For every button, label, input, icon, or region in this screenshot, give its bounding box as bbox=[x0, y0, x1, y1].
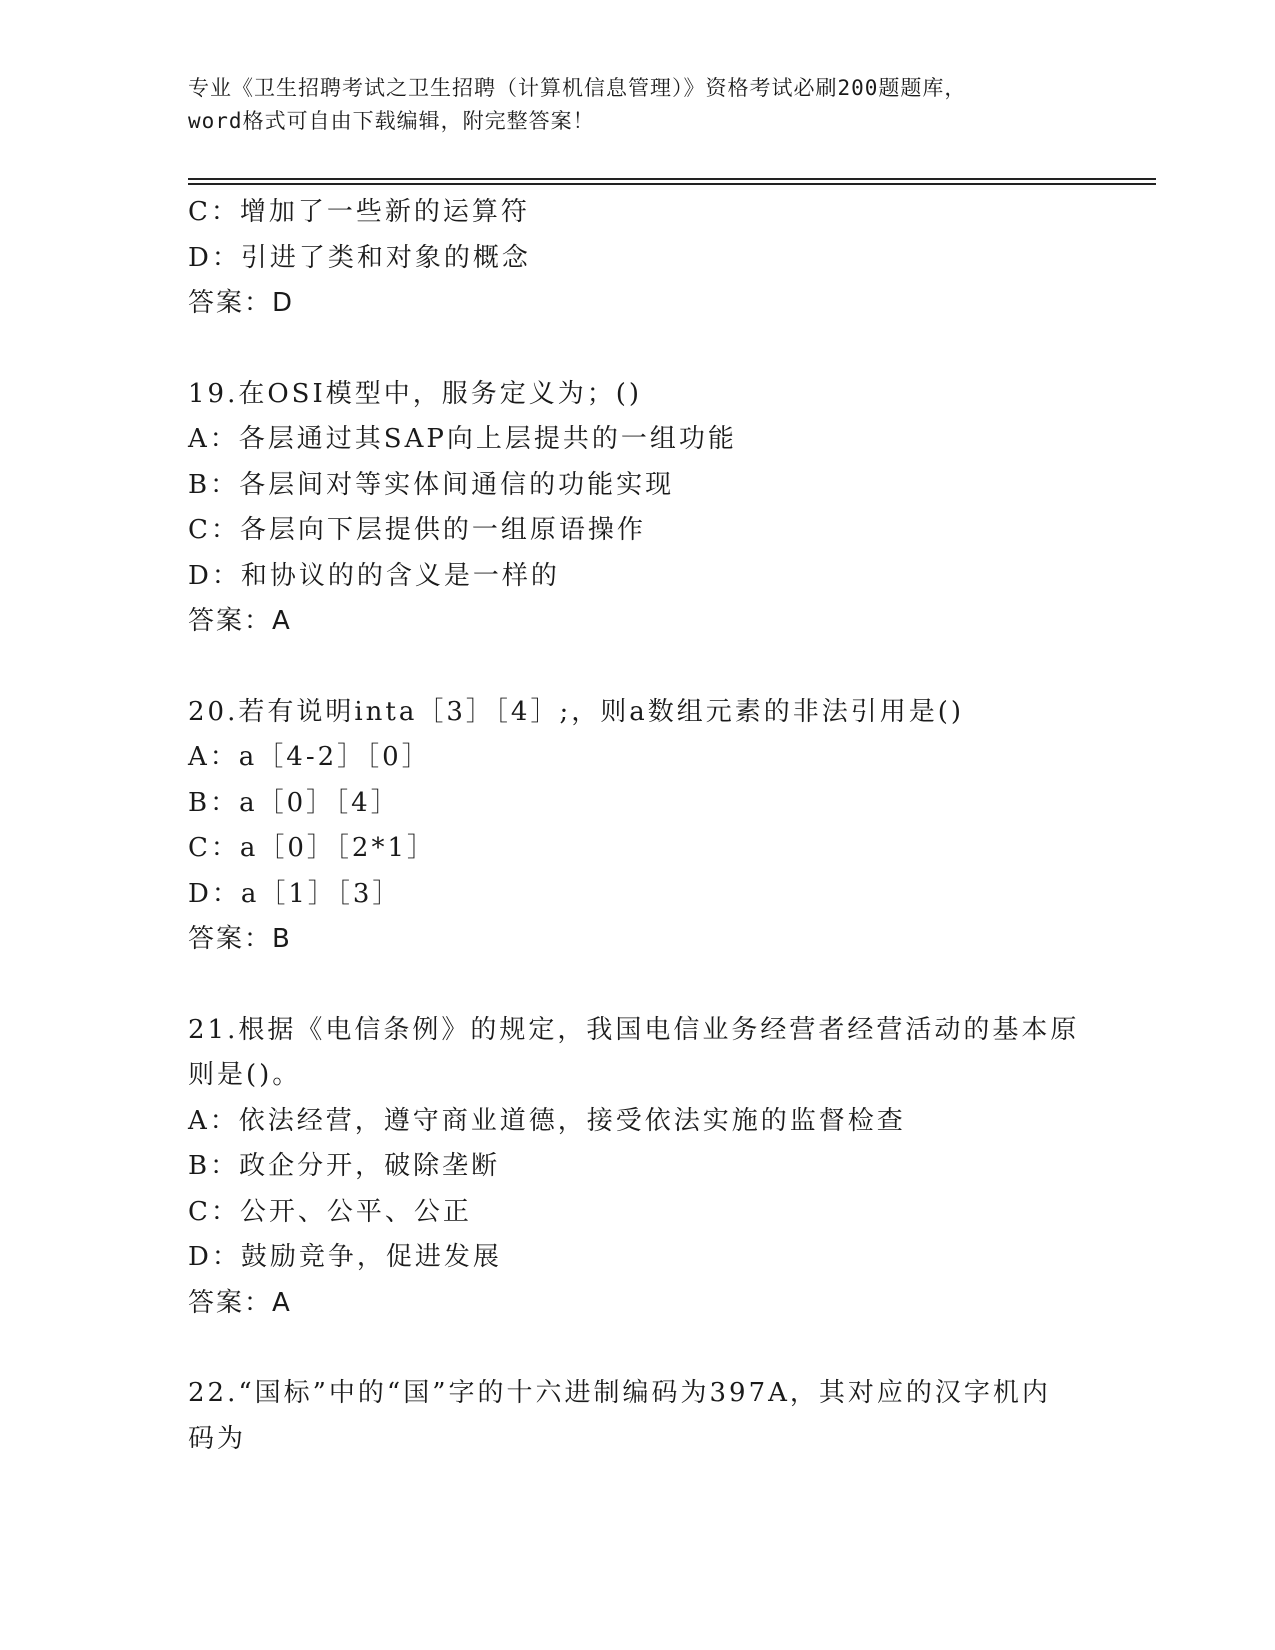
header-line-1: 专业《卫生招聘考试之卫生招聘（计算机信息管理）》资格考试必刷200题题库， bbox=[188, 76, 967, 100]
option-c: C：a［0］［2*1］ bbox=[188, 833, 437, 863]
option-c: C：各层向下层提供的一组原语操作 bbox=[188, 515, 646, 545]
header-divider-bottom bbox=[188, 183, 1156, 185]
question-20 bbox=[188, 690, 1088, 963]
option-b: B：政企分开，破除垄断 bbox=[188, 1151, 501, 1181]
document-header bbox=[188, 72, 1088, 138]
question-text-line-1: 22.“国标”中的“国”字的十六进制编码为397A，其对应的汉字机内 bbox=[188, 1378, 1051, 1408]
option-a: A：依法经营，遵守商业道德，接受依法实施的监督检查 bbox=[188, 1105, 906, 1136]
option-a: A：各层通过其SAP向上层提共的一组功能 bbox=[188, 424, 737, 454]
option-d: D：和协议的的含义是一样的 bbox=[188, 560, 560, 591]
question-text-line-1: 21.根据《电信条例》的规定，我国电信业务经营者经营活动的基本原 bbox=[188, 1014, 1080, 1045]
question-18-tail bbox=[188, 190, 1088, 327]
option-c: C：增加了一些新的运算符 bbox=[188, 197, 530, 227]
question-text-line-2: 则是()。 bbox=[188, 1060, 302, 1090]
header-divider-top bbox=[188, 178, 1156, 180]
answer-text: 答案：A bbox=[188, 1287, 292, 1318]
option-b: B：a［0］［4］ bbox=[188, 787, 400, 818]
question-22 bbox=[188, 1371, 1088, 1462]
question-21 bbox=[188, 1008, 1088, 1327]
answer-text: 答案：D bbox=[188, 288, 295, 318]
header-line-2: word格式可自由下载编辑，附完整答案！ bbox=[188, 109, 595, 133]
option-d: D：a［1］［3］ bbox=[188, 878, 402, 909]
question-text: 20.若有说明inta［3］［4］;，则a数组元素的非法引用是() bbox=[188, 696, 964, 727]
answer-text: 答案：A bbox=[188, 606, 292, 636]
question-text-line-2: 码为 bbox=[188, 1423, 247, 1454]
question-19 bbox=[188, 372, 1088, 645]
option-c: C：公开、公平、公正 bbox=[188, 1196, 472, 1227]
question-text: 19.在OSI模型中，服务定义为；() bbox=[188, 378, 643, 409]
option-d: D：引进了类和对象的概念 bbox=[188, 242, 531, 273]
question-list bbox=[188, 190, 1088, 1462]
option-b: B：各层间对等实体间通信的功能实现 bbox=[188, 469, 675, 500]
answer-text: 答案：B bbox=[188, 924, 292, 954]
option-a: A：a［4-2］［0］ bbox=[188, 742, 431, 772]
option-d: D：鼓励竞争，促进发展 bbox=[188, 1242, 502, 1272]
